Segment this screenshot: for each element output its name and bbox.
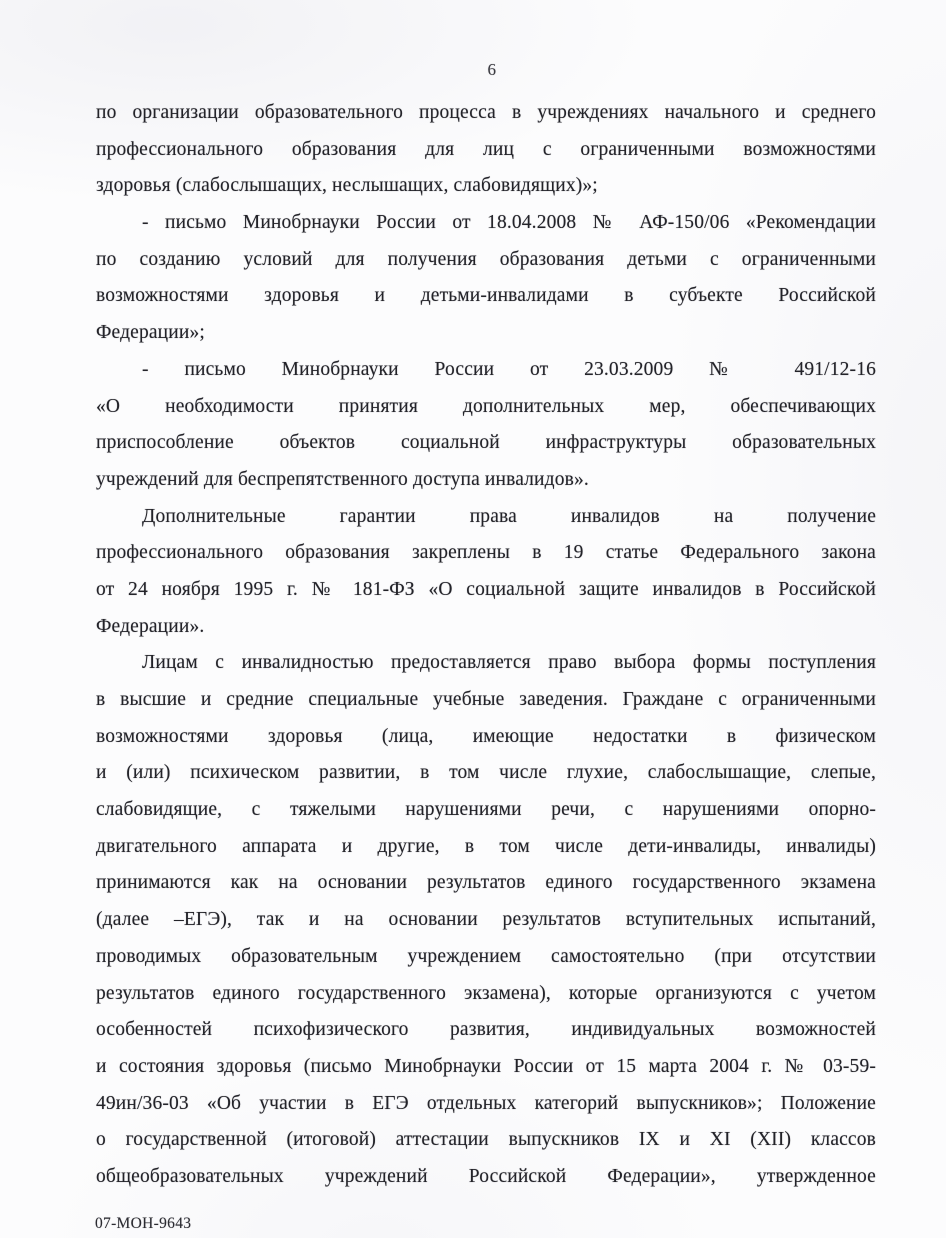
- text-line: возможностями здоровья и детьми-инвалидами в субъекте Российской: [96, 285, 876, 307]
- text-line: результатов единого государственного экзамена), которые организуются с учетом: [96, 982, 876, 1004]
- text-line: по созданию условий для получения образования детьми с ограниченными: [96, 248, 876, 270]
- text-line: принимаются как на основании результатов единого государственного экзамена: [96, 872, 876, 894]
- document-registration-code: 07-МОН-9643: [95, 1215, 192, 1232]
- text-line: о государственной (итоговой) аттестации выпускников IX и XI (XII) классов: [96, 1129, 876, 1151]
- text-line: по организации образовательного процесса в учреждениях начального и среднего: [96, 102, 876, 123]
- text-line: от 24 ноября 1995 г. № 181-ФЗ «О социальной защите инвалидов в Российской: [96, 578, 876, 600]
- text-line: здоровья (слабослышащих, неслышащих, слабовидящих)»;: [96, 175, 598, 197]
- text-line: возможностями здоровья (лица, имеющие недостатки в физическом: [96, 725, 876, 747]
- text-line: особенностей психофизического развития, индивидуальных возможностей: [96, 1019, 876, 1041]
- document-body: [96, 95, 876, 1196]
- text-line: общеобразовательных учреждений Российской Федерации», утвержденное: [96, 1165, 876, 1187]
- text-line: учреждений для беспрепятственного доступа инвалидов».: [96, 468, 589, 490]
- text-line: профессионального образования закреплены в 19 статье Федерального закона: [96, 542, 876, 564]
- text-line: Дополнительные гарантии права инвалидов на получение: [142, 505, 876, 527]
- text-line: (далее –ЕГЭ), так и на основании результатов вступительных испытаний,: [96, 909, 876, 931]
- text-line: и состояния здоровья (письмо Минобрнауки России от 15 марта 2004 г. № 03-59-: [96, 1055, 876, 1077]
- text-line: в высшие и средние специальные учебные заведения. Граждане с ограниченными: [96, 689, 876, 710]
- text-line: Лицам с инвалидностью предоставляется право выбора формы поступления: [142, 652, 876, 674]
- text-line: 49ин/36-03 «Об участии в ЕГЭ отдельных категорий выпускников»; Положение: [96, 1092, 876, 1114]
- text-line: профессионального образования для лиц с ограниченными возможностями: [96, 138, 876, 160]
- text-line: слабовидящие, с тяжелыми нарушениями речи, с нарушениями опорно-: [96, 799, 876, 821]
- text-line: - письмо Минобрнауки России от 23.03.2009 № 491/12-16: [142, 358, 876, 380]
- text-line: - письмо Минобрнауки России от 18.04.2008 № АФ-150/06 «Рекомендации: [142, 212, 876, 234]
- text-line: двигательного аппарата и другие, в том числе дети-инвалиды, инвалиды): [96, 835, 876, 857]
- text-line: «О необходимости принятия дополнительных мер, обеспечивающих: [96, 395, 876, 417]
- text-line: Федерации».: [96, 615, 205, 637]
- text-line: проводимых образовательным учреждением самостоятельно (при отсутствии: [96, 945, 876, 967]
- text-line: Федерации»;: [96, 322, 205, 344]
- text-line: приспособление объектов социальной инфраструктуры образовательных: [96, 432, 876, 454]
- text-line: и (или) психическом развитии, в том числе глухие, слабослышащие, слепые,: [96, 762, 876, 784]
- page-number: 6: [487, 60, 497, 79]
